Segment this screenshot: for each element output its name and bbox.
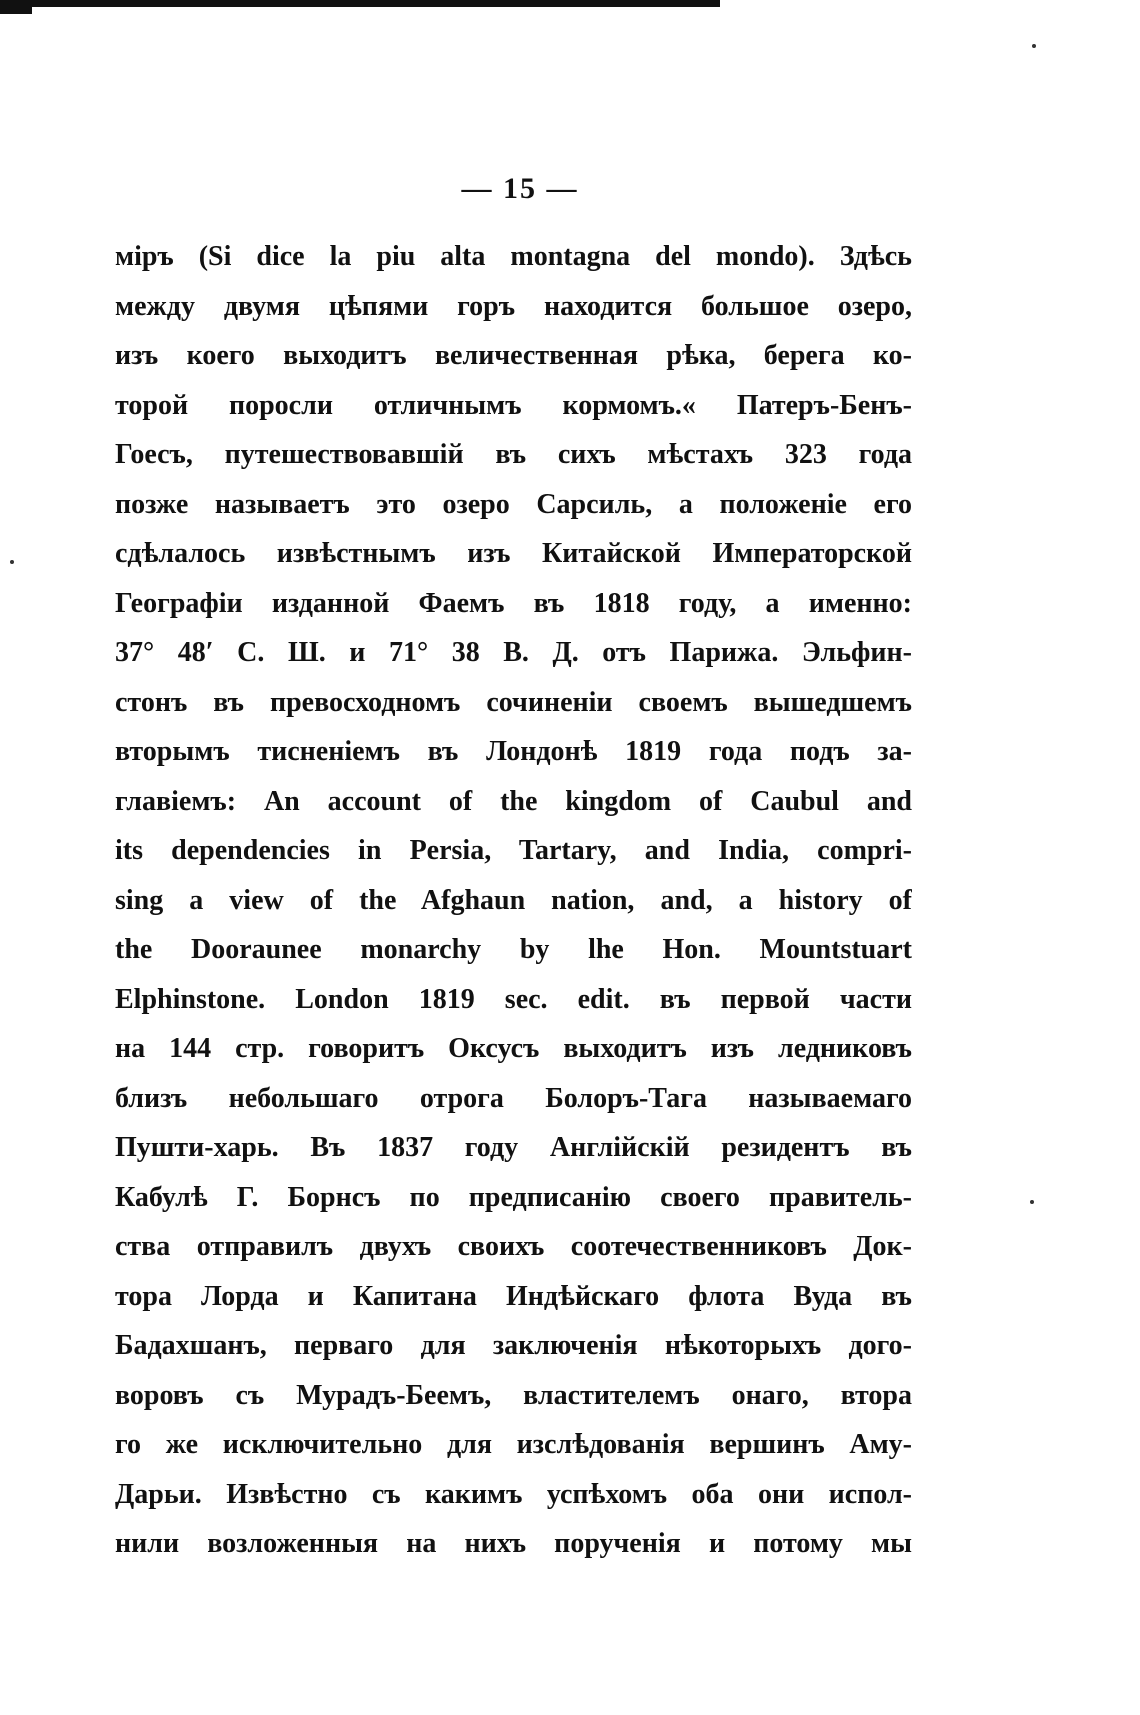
text-line: міръ (Si dice la piu alta montagna del mondo). Здѣсь [115,241,912,272]
text-line: главіемъ: An account of the kingdom of Caubul and [115,785,912,817]
text-line: вторымъ тисненіемъ въ Лондонѣ 1819 года подъ за- [115,736,912,767]
top-scan-rule [0,0,720,7]
text-line: 37° 48′ С. Ш. и 71° 38 В. Д. отъ Парижа. Эльфин- [115,637,912,668]
text-line: на 144 стр. говоритъ Оксусъ выходитъ изъ ледниковъ [115,1033,912,1064]
text-line: Гоесъ, путешествовавшій въ сихъ мѣстахъ 323 года [115,439,912,470]
text-line: между двумя цѣпями горъ находится большое озеро, [115,290,912,322]
text-line: торой поросли отличнымъ кормомъ.« Патеръ-Бенъ- [115,389,912,421]
text-line: воровъ съ Мурадъ-Беемъ, властителемъ онаго, втора [115,1379,912,1411]
text-line: го же исключительно для изслѣдованія вершинъ Аму- [115,1429,912,1460]
text-line: the Dooraunee monarchy by lhe Hon. Mountstuart [115,934,912,965]
text-line: Дарьи. Извѣстно съ какимъ успѣхомъ оба они испол- [115,1478,912,1510]
text-line: позже называетъ это озеро Сарсиль, а положеніе его [115,488,912,520]
top-scan-mark [0,0,32,14]
text-line: Бадахшанъ, перваго для заключенія нѣкоторыхъ дого- [115,1330,912,1361]
scan-speck [1032,44,1036,48]
text-line: сдѣлалось извѣстнымъ изъ Китайской Императорской [115,538,912,569]
scan-speck [1030,1200,1034,1204]
text-line: ства отправилъ двухъ своихъ соотечественниковъ Док- [115,1231,912,1262]
text-line: Пушти-харь. Въ 1837 году Англійскій резидентъ въ [115,1132,912,1163]
text-line: близъ небольшаго отрога Болоръ-Тага называемаго [115,1082,912,1114]
body-text [115,232,912,1569]
scan-speck [10,560,14,564]
text-line: нили возложенныя на нихъ порученія и потому мы [115,1528,912,1559]
text-line: sing a view of the Afghaun nation, and, a history of [115,884,912,916]
text-line: стонъ въ превосходномъ сочиненіи своемъ вышедшемъ [115,686,912,718]
text-line: изъ коего выходитъ величественная рѣка, берега ко- [115,340,912,371]
text-line: Elphinstone. London 1819 sec. edit. въ первой части [115,983,912,1015]
text-line: тора Лорда и Капитана Индѣйскаго флота Вуда въ [115,1280,912,1312]
page-number: — 15 — [461,172,579,205]
text-line: Кабулѣ Г. Борнсъ по предписанію своего правитель- [115,1181,912,1213]
text-line: its dependencies in Persia, Tartary, and India, compri- [115,835,912,866]
text-line: Географіи изданной Фаемъ въ 1818 году, а именно: [115,587,912,619]
